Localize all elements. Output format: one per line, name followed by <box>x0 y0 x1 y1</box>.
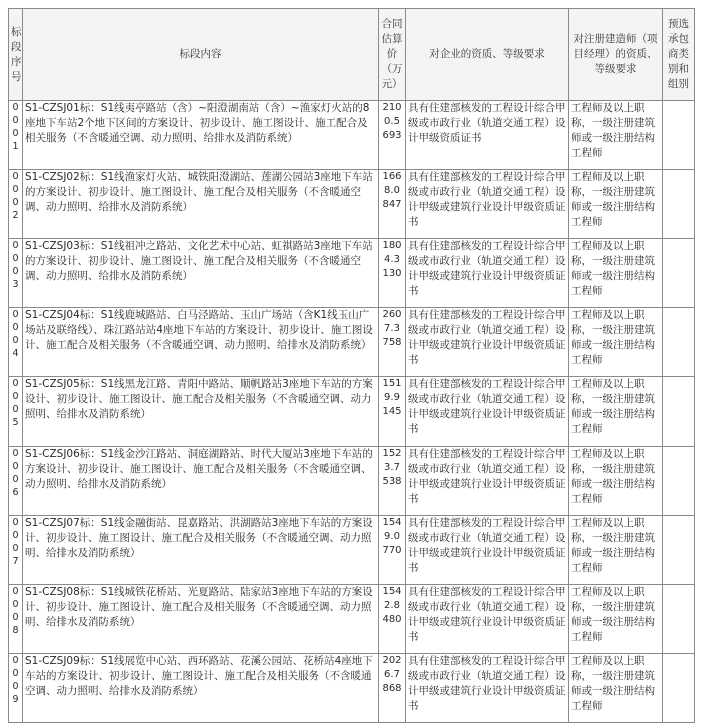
cell-company-requirements: 具有住建部核发的工程设计综合甲级或市政行业（轨道交通工程）设计甲级或建筑行业设计甲级资质证书 <box>406 584 569 653</box>
cell-estimated-price: 2100.5693 <box>379 101 406 170</box>
cell-estimated-price: 1519.9145 <box>379 377 406 446</box>
cell-engineer-requirements: 工程师及以上职称，一级注册建筑师或一级注册结构工程师 <box>569 239 663 308</box>
header-section-content: 标段内容 <box>23 9 379 101</box>
cell-section-no: 0001 <box>9 101 23 170</box>
cell-engineer-requirements: 工程师及以上职称，一级注册建筑师或一级注册结构工程师 <box>569 101 663 170</box>
cell-company-requirements: 具有住建部核发的工程设计综合甲级或市政行业（轨道交通工程）设计甲级或建筑行业设计甲级资质证书 <box>406 446 569 515</box>
cell-estimated-price: 1668.0847 <box>379 170 406 239</box>
cell-preselected-contractor <box>663 653 695 722</box>
cell-engineer-requirements: 工程师及以上职称，一级注册建筑师或一级注册结构工程师 <box>569 446 663 515</box>
cell-section-content: S1-CZSJ03标：S1线祖冲之路站、文化艺术中心站、虹祺路站3座地下车站的方案设计、初步设计、施工图设计、施工配合及相关服务（不含暖通空调、动力照明、给排水及消防系统） <box>23 239 379 308</box>
cell-section-content: S1-CZSJ01标：S1线夷亭路站（含）~阳澄湖南站（含）~渔家灯火站的8座地下车站2个地下区间的方案设计、初步设计、施工图设计、施工配合及相关服务（不含暖通空调、动力照明、给排水及消防系统） <box>23 101 379 170</box>
cell-preselected-contractor <box>663 308 695 377</box>
table-header-row <box>9 9 695 101</box>
cell-engineer-requirements: 工程师及以上职称，一级注册建筑师或一级注册结构工程师 <box>569 515 663 584</box>
header-preselected-contractor: 预选承包商类别和组别 <box>663 9 695 101</box>
cell-preselected-contractor <box>663 377 695 446</box>
cell-section-content: S1-CZSJ04标：S1线鹿城路站、白马泾路站、玉山广场站（含K1线玉山广场站及联络线）、珠江路站站4座地下车站的方案设计、初步设计、施工图设计、施工配合及相关服务（不含暖通空调、动力照明、给排水及消防系统） <box>23 308 379 377</box>
table-row <box>9 239 695 308</box>
cell-section-no: 0004 <box>9 308 23 377</box>
cell-estimated-price: 1542.8480 <box>379 584 406 653</box>
cell-estimated-price: 2607.3758 <box>379 308 406 377</box>
cell-section-no: 0006 <box>9 446 23 515</box>
cell-company-requirements: 具有住建部核发的工程设计综合甲级或市政行业（轨道交通工程）设计甲级或建筑行业设计甲级资质证书 <box>406 239 569 308</box>
cell-section-content: S1-CZSJ06标：S1线金沙江路站、洞庭湖路站、时代大厦站3座地下车站的方案设计、初步设计、施工图设计、施工配合及相关服务（不含暖通空调、动力照明、给排水及消防系统） <box>23 446 379 515</box>
cell-estimated-price: 1804.3130 <box>379 239 406 308</box>
header-company-requirements: 对企业的资质、等级要求 <box>406 9 569 101</box>
table-row <box>9 515 695 584</box>
cell-preselected-contractor <box>663 170 695 239</box>
bid-section-table <box>8 8 695 723</box>
cell-company-requirements: 具有住建部核发的工程设计综合甲级或市政行业（轨道交通工程）设计甲级或建筑行业设计甲级资质证书 <box>406 377 569 446</box>
cell-section-content: S1-CZSJ05标：S1线黑龙江路、青阳中路站、顺帆路站3座地下车站的方案设计、初步设计、施工图设计、施工配合及相关服务（不含暖通空调、动力照明、给排水及消防系统） <box>23 377 379 446</box>
table-row <box>9 170 695 239</box>
table-body <box>9 101 695 723</box>
cell-company-requirements: 具有住建部核发的工程设计综合甲级或市政行业（轨道交通工程）设计甲级资质证书 <box>406 101 569 170</box>
table-row <box>9 446 695 515</box>
cell-section-no: 0007 <box>9 515 23 584</box>
cell-section-no: 0005 <box>9 377 23 446</box>
cell-estimated-price: 1523.7538 <box>379 446 406 515</box>
cell-preselected-contractor <box>663 446 695 515</box>
table-row <box>9 653 695 722</box>
cell-preselected-contractor <box>663 584 695 653</box>
cell-section-content: S1-CZSJ08标：S1线城铁花桥站、光夏路站、陆家站3座地下车站的方案设计、初步设计、施工图设计、施工配合及相关服务（不含暖通空调、动力照明、给排水及消防系统） <box>23 584 379 653</box>
table-row <box>9 101 695 170</box>
cell-engineer-requirements: 工程师及以上职称，一级注册建筑师或一级注册结构工程师 <box>569 170 663 239</box>
cell-preselected-contractor <box>663 515 695 584</box>
cell-company-requirements: 具有住建部核发的工程设计综合甲级或市政行业（轨道交通工程）设计甲级或建筑行业设计甲级资质证书 <box>406 653 569 722</box>
cell-estimated-price: 1549.0770 <box>379 515 406 584</box>
cell-engineer-requirements: 工程师及以上职称，一级注册建筑师或一级注册结构工程师 <box>569 377 663 446</box>
cell-engineer-requirements: 工程师及以上职称，一级注册建筑师或一级注册结构工程师 <box>569 653 663 722</box>
cell-engineer-requirements: 工程师及以上职称，一级注册建筑师或一级注册结构工程师 <box>569 584 663 653</box>
cell-section-no: 0002 <box>9 170 23 239</box>
header-engineer-requirements: 对注册建造师（项目经理）的资质、等级要求 <box>569 9 663 101</box>
cell-estimated-price: 2026.7868 <box>379 653 406 722</box>
cell-company-requirements: 具有住建部核发的工程设计综合甲级或市政行业（轨道交通工程）设计甲级或建筑行业设计甲级资质证书 <box>406 170 569 239</box>
table-row <box>9 377 695 446</box>
cell-section-content: S1-CZSJ09标：S1线展览中心站、西环路站、花溪公园站、花桥站4座地下车站的方案设计、初步设计、施工图设计、施工配合及相关服务（不含暖通空调、动力照明、给排水及消防系统） <box>23 653 379 722</box>
table-row <box>9 308 695 377</box>
cell-engineer-requirements: 工程师及以上职称，一级注册建筑师或一级注册结构工程师 <box>569 308 663 377</box>
header-estimated-price: 合同估算价（万元） <box>379 9 406 101</box>
cell-company-requirements: 具有住建部核发的工程设计综合甲级或市政行业（轨道交通工程）设计甲级或建筑行业设计甲级资质证书 <box>406 515 569 584</box>
cell-section-no: 0008 <box>9 584 23 653</box>
header-section-no: 标段序号 <box>9 9 23 101</box>
cell-company-requirements: 具有住建部核发的工程设计综合甲级或市政行业（轨道交通工程）设计甲级或建筑行业设计甲级资质证书 <box>406 308 569 377</box>
table-row <box>9 584 695 653</box>
cell-section-no: 0009 <box>9 653 23 722</box>
cell-preselected-contractor <box>663 101 695 170</box>
cell-section-content: S1-CZSJ02标：S1线渔家灯火站、城铁阳澄湖站、莲湖公园站3座地下车站的方案设计、初步设计、施工图设计、施工配合及相关服务（不含暖通空调、动力照明、给排水及消防系统） <box>23 170 379 239</box>
cell-section-no: 0003 <box>9 239 23 308</box>
cell-section-content: S1-CZSJ07标：S1线金融街站、昆嘉路站、洪湖路站3座地下车站的方案设计、初步设计、施工图设计、施工配合及相关服务（不含暖通空调、动力照明、给排水及消防系统） <box>23 515 379 584</box>
cell-preselected-contractor <box>663 239 695 308</box>
